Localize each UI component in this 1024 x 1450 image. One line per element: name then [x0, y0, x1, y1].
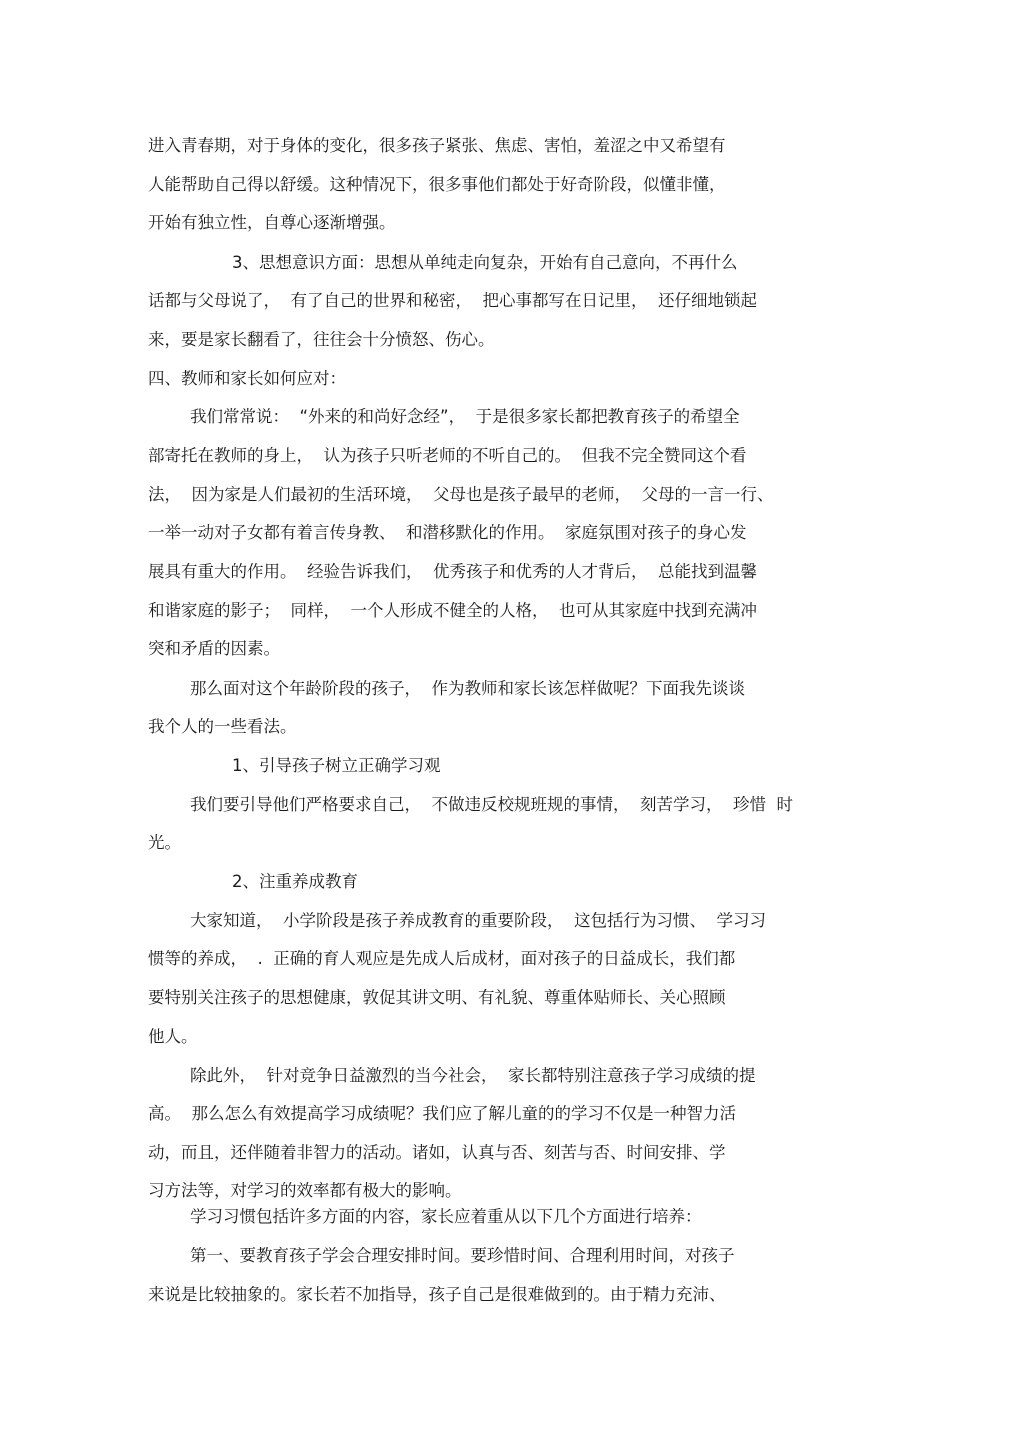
text-line: 展具有重大的作用。 经验告诉我们， 优秀孩子和优秀的人才背后， 总能找到温馨 — [148, 562, 757, 581]
text-line: 惯等的养成， . 正确的育人观应是先成人后成材，面对孩子的日益成长，我们都 — [148, 949, 736, 968]
text-line: 一举一动对子女都有着言传身教、 和潜移默化的作用。 家庭氛围对孩子的身心发 — [148, 523, 747, 542]
text-line: 话都与父母说了， 有了自己的世界和秘密， 把心事都写在日记里， 还仔细地锁起 — [148, 291, 757, 310]
text-line: 3、思想意识方面：思想从单纯走向复杂，开始有自己意向，不再什么 — [232, 253, 738, 272]
text-line: 来说是比较抽象的。家长若不加指导，孩子自己是很难做到的。由于精力充沛、 — [148, 1285, 726, 1304]
text-line: 那么面对这个年龄阶段的孩子， 作为教师和家长该怎样做呢？下面我先谈谈 — [190, 679, 745, 698]
text-line: 和谐家庭的影子； 同样， 一个人形成不健全的人格， 也可从其家庭中找到充满冲 — [148, 601, 757, 620]
text-line: 我个人的一些看法。 — [148, 717, 297, 736]
text-line: 高。 那么怎么有效提高学习成绩呢？我们应了解儿童的的学习不仅是一种智力活 — [148, 1104, 736, 1123]
text-line: 我们要引导他们严格要求自己， 不做违反校规班规的事情， 刻苦学习， 珍惜 时 — [190, 795, 793, 814]
text-line: 进入青春期，对于身体的变化，很多孩子紧张、焦虑、害怕，羞涩之中又希望有 — [148, 136, 726, 155]
text-line: 学习习惯包括许多方面的内容，家长应着重从以下几个方面进行培养： — [190, 1207, 702, 1226]
text-line: 部寄托在教师的身上， 认为孩子只听老师的不听自己的。 但我不完全赞同这个看 — [148, 446, 747, 465]
subheading: 1、引导孩子树立正确学习观 — [232, 756, 441, 775]
text-line: 要特别关注孩子的思想健康，敦促其讲文明、有礼貌、尊重体贴师长、关心照顾 — [148, 988, 726, 1007]
subheading: 2、注重养成教育 — [232, 872, 358, 891]
text-line: 除此外， 针对竞争日益激烈的当今社会， 家长都特别注意孩子学习成绩的提 — [190, 1066, 756, 1085]
text-line: 习方法等，对学习的效率都有极大的影响。 — [148, 1181, 462, 1200]
text-line: 突和矛盾的因素。 — [148, 639, 280, 658]
text-line: 我们常常说： “外来的和尚好念经”， 于是很多家长都把教育孩子的希望全 — [190, 407, 740, 426]
text-line: 大家知道， 小学阶段是孩子养成教育的重要阶段， 这包括行为习惯、 学习习 — [190, 911, 766, 930]
text-line: 法， 因为家是人们最初的生活环境， 父母也是孩子最早的老师， 父母的一言一行、 — [148, 485, 774, 504]
text-line: 人能帮助自己得以舒缓。这种情况下，很多事他们都处于好奇阶段，似懂非懂， — [148, 175, 726, 194]
text-line: 第一、要教育孩子学会合理安排时间。要珍惜时间、合理利用时间，对孩子 — [190, 1246, 735, 1265]
section-heading: 四、教师和家长如何应对： — [148, 369, 346, 388]
text-line: 他人。 — [148, 1027, 198, 1046]
text-line: 来，要是家长翻看了，往往会十分愤怒、伤心。 — [148, 330, 495, 349]
text-line: 开始有独立性，自尊心逐渐增强。 — [148, 213, 396, 232]
text-line: 动，而且，还伴随着非智力的活动。诸如，认真与否、刻苦与否、时间安排、学 — [148, 1143, 726, 1162]
text-line: 光。 — [148, 833, 181, 852]
